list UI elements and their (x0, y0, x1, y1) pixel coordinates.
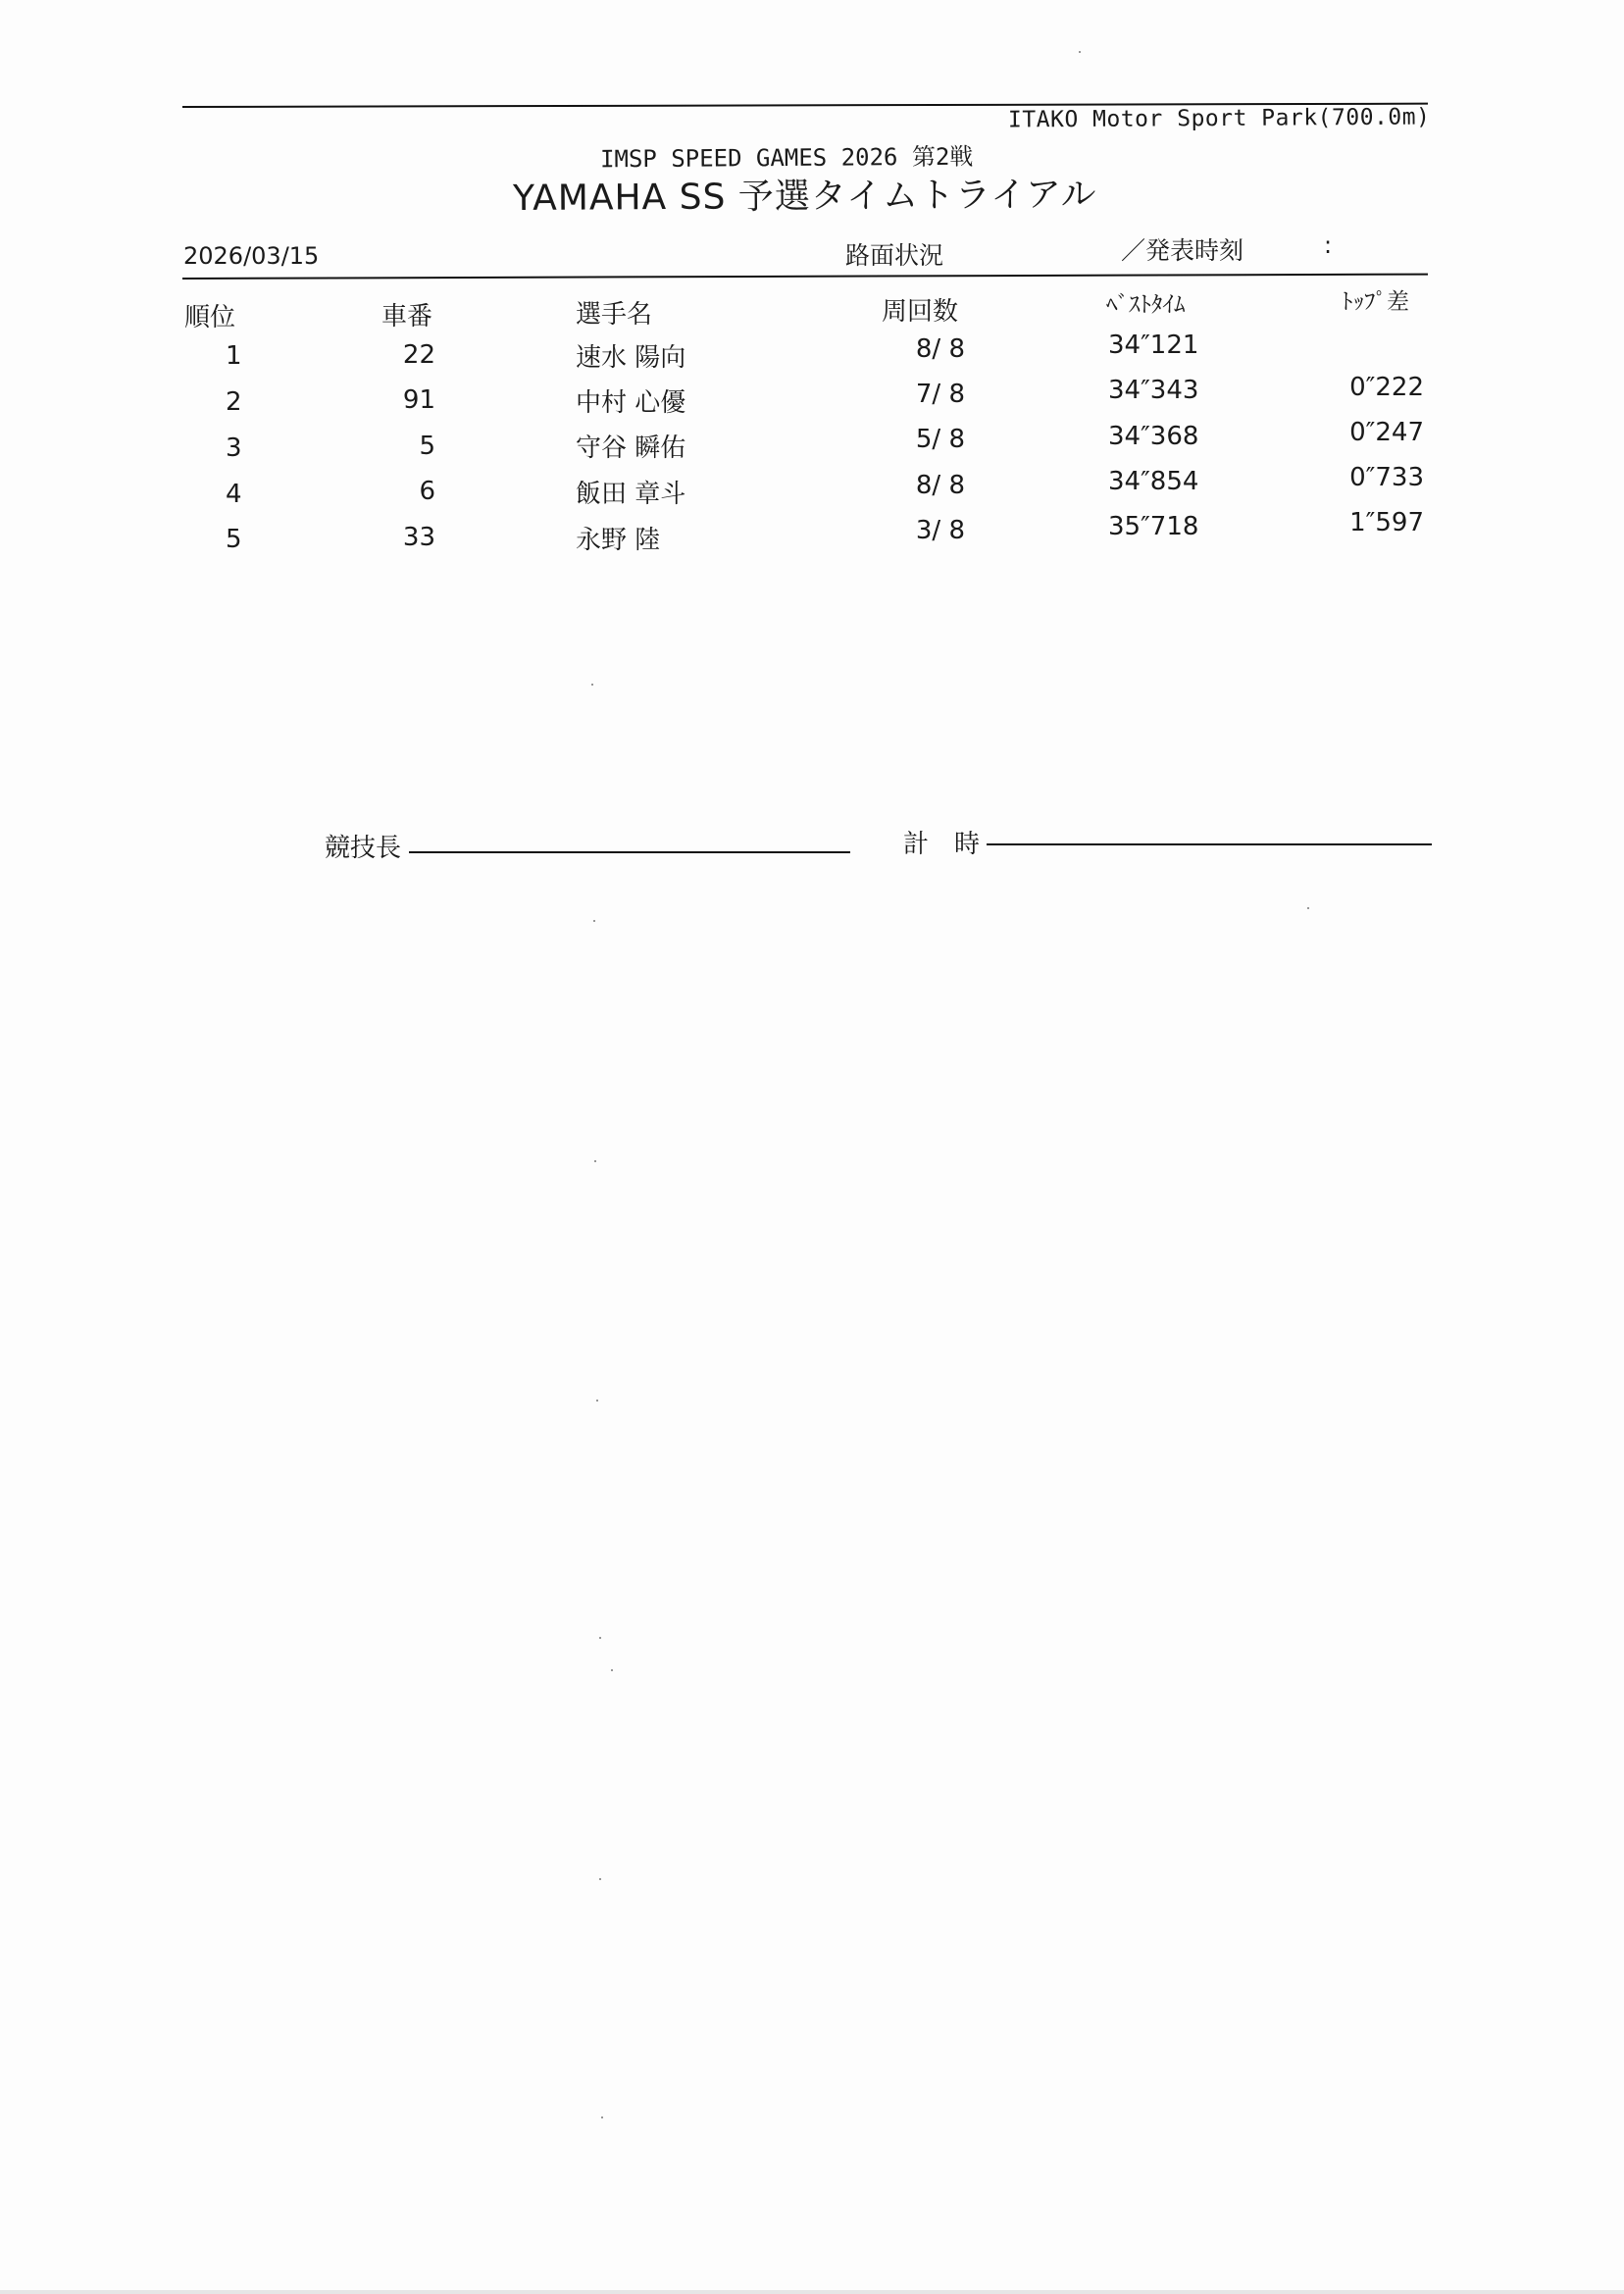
column-header-gap: ﾄｯﾌﾟ差 (1342, 289, 1409, 315)
header-rule (182, 274, 1428, 280)
cell-best-time: 34″343 (1108, 376, 1199, 405)
timekeeper-signature-line (987, 843, 1432, 845)
cell-number: 6 (419, 477, 435, 506)
scan-speck (591, 684, 593, 686)
timekeeper-label: 計 時 (903, 830, 981, 859)
cell-number: 5 (419, 432, 435, 461)
scan-speck (611, 1669, 613, 1671)
cell-gap: 1″597 (1349, 508, 1424, 537)
event-name: IMSP SPEED GAMES 2026 第2戦 (599, 142, 974, 174)
cell-best-time: 35″718 (1108, 512, 1199, 541)
cell-gap: 0″222 (1349, 373, 1424, 402)
cell-number: 91 (402, 385, 435, 415)
scan-speck (593, 920, 595, 922)
scan-bottom-edge (0, 2290, 1624, 2294)
scan-speck (594, 1160, 596, 1162)
cell-rank: 1 (226, 341, 242, 371)
cell-rank: 4 (226, 480, 242, 509)
cell-name: 速水 陽向 (576, 343, 686, 373)
cell-number: 33 (402, 523, 435, 552)
scan-speck (1307, 907, 1309, 909)
road-condition-label: 路面状況 (845, 241, 944, 270)
scan-speck (601, 2116, 603, 2118)
cell-rank: 3 (226, 433, 242, 463)
cell-gap: 0″733 (1349, 463, 1424, 492)
scan-speck (599, 1637, 601, 1639)
column-header-rank: 順位 (184, 303, 236, 332)
cell-laps: 7/ 8 (915, 380, 965, 409)
cell-name: 飯田 章斗 (576, 480, 686, 509)
page-title: YAMAHA SS 予選タイムトライアル (512, 174, 1097, 220)
cell-number: 22 (402, 340, 435, 370)
cell-name: 中村 心優 (576, 388, 686, 418)
race-director-signature-line (409, 851, 850, 853)
scan-speck (1079, 51, 1081, 53)
cell-rank: 5 (226, 525, 242, 554)
cell-name: 守谷 瞬佑 (576, 433, 686, 463)
cell-best-time: 34″121 (1108, 331, 1199, 360)
cell-gap: 0″247 (1349, 418, 1424, 447)
race-director-label: 競技長 (325, 834, 402, 863)
scan-speck (596, 1400, 598, 1402)
cell-laps: 8/ 8 (915, 334, 965, 364)
date-label: 2026/03/15 (183, 242, 320, 270)
scan-speck (599, 1878, 601, 1880)
cell-name: 永野 陸 (576, 526, 661, 555)
column-header-name: 選手名 (576, 300, 653, 330)
announce-time-label: ／発表時刻 (1121, 236, 1244, 265)
cell-laps: 5/ 8 (915, 425, 965, 454)
announce-time-value: : (1324, 231, 1333, 259)
column-header-number: 車番 (381, 302, 433, 331)
venue-label: ITAKO Motor Sport Park(700.0m) (1007, 104, 1431, 133)
cell-laps: 3/ 8 (915, 516, 965, 545)
column-header-best-time: ﾍﾞｽﾄﾀｲﾑ (1106, 292, 1186, 318)
cell-laps: 8/ 8 (915, 471, 965, 500)
cell-best-time: 34″854 (1108, 467, 1199, 496)
cell-rank: 2 (226, 387, 242, 417)
cell-best-time: 34″368 (1108, 422, 1199, 451)
column-header-laps: 周回数 (882, 297, 959, 327)
